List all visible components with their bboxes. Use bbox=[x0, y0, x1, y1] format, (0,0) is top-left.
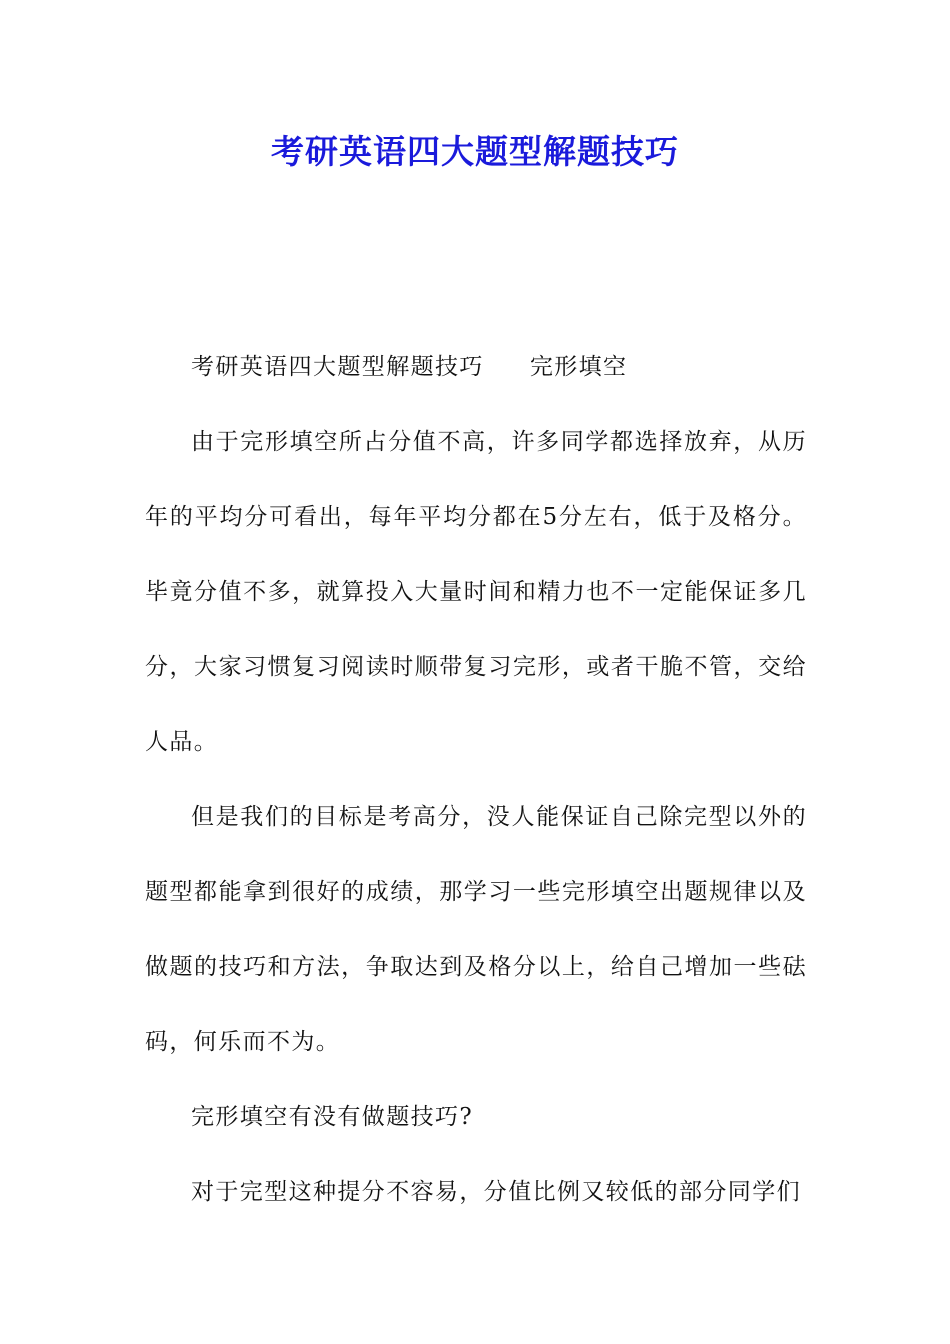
subheading-section: 完形填空 bbox=[529, 354, 628, 380]
document-body bbox=[145, 330, 807, 1230]
subheading-topic: 考研英语四大题型解题技巧 bbox=[191, 354, 484, 380]
paragraph: 对于完型这种提分不容易，分值比例又较低的部分同学们 bbox=[191, 1179, 801, 1205]
section-subheading bbox=[145, 330, 807, 405]
document-title: 考研英语四大题型解题技巧 bbox=[271, 132, 679, 171]
paragraph-question: 完形填空有没有做题技巧? bbox=[191, 1104, 474, 1130]
paragraph: 由于完形填空所占分值不高，许多同学都选择放弃，从历年的平均分可看出，每年平均分都在5分左右，低于及格分。毕竟分值不多，就算投入大量时间和精力也不一定能保证多几分，大家习惯复习阅读时顺带复习完形，或者干脆不管，交给人品。 bbox=[145, 429, 807, 755]
paragraph: 但是我们的目标是考高分，没人能保证自己除完型以外的题型都能拿到很好的成绩，那学习一些完形填空出题规律以及做题的技巧和方法，争取达到及格分以上，给自己增加一些砝码，何乐而不为。 bbox=[145, 804, 807, 1055]
